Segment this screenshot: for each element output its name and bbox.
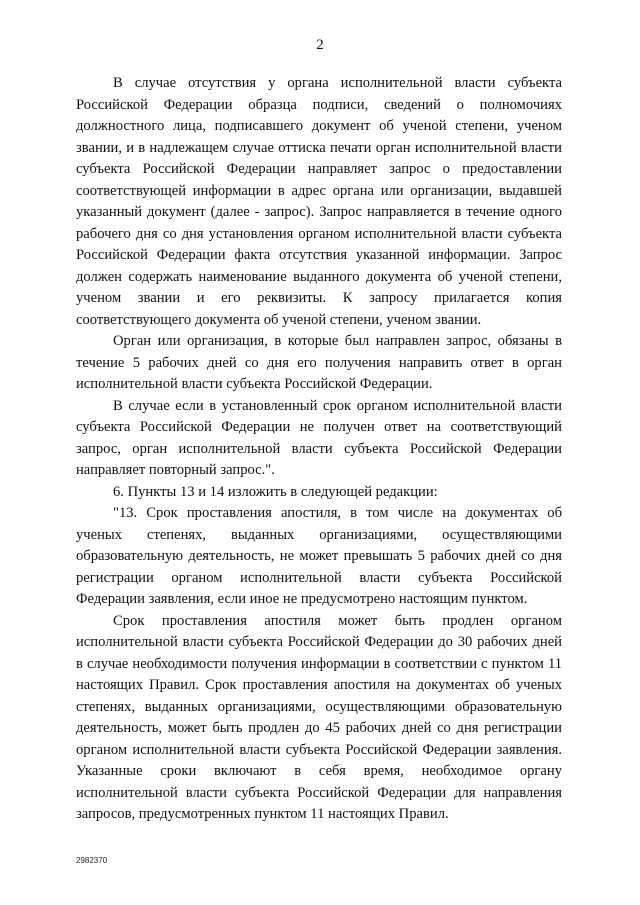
paragraph-item-13: "13. Срок проставления апостиля, в том числе на документах об ученых степенях, выданных организациями, осуществляющими образовательную деятельность, не может превышать 5 рабочих дней со дня регистрации органом исполнительной власти субъекта Российской Федерации заявления, если иное не предусмотрено настоящим пунктом. xyxy=(76,505,562,607)
paragraph-missing-signature-request: В случае отсутствия у органа исполнительной власти субъекта Российской Федерации образца подписи, сведений о полномочиях должностного лица, подписавшего документ об ученой степени, ученом звании, и в надлежащем случае оттиска печати орган исполнительной власти субъекта Российской Федерации направляет запрос о предоставлении соответствующей информации в адрес органа или организации, выдавшей указанный документ (далее - запрос). Запрос направляется в течение одного рабочего дня со дня установления органом исполнительной власти субъекта Российской Федерации факта отсутствия указанной информации. Запрос должен содержать наименование выданного документа об ученой степени, ученом звании и его реквизиты. К запросу прилагается копия соответствующего документа об ученой степени, ученом звании. xyxy=(76,75,562,328)
document-body xyxy=(76,73,562,826)
paragraph-term-extension: Срок проставления апостиля может быть продлен органом исполнительной власти субъекта Российской Федерации до 30 рабочих дней в случае необходимости получения информации в соответствии с пунктом 11 настоящих Правил. Срок проставления апостиля на документах об ученых степенях, выданных организациями, осуществляющими образовательную деятельность, может быть продлен до 45 рабочих дней со дня регистрации органом исполнительной власти субъекта Российской Федерации заявления. Указанные сроки включают в себя время, необходимое органу исполнительной власти субъекта Российской Федерации для направления запросов, предусмотренных пунктом 11 настоящих Правил. xyxy=(76,612,562,822)
paragraph-item-6: 6. Пункты 13 и 14 изложить в следующей редакции: xyxy=(113,483,438,500)
paragraph-response-deadline: Орган или организация, в которые был направлен запрос, обязаны в течение 5 рабочих дней со дня его получения направить ответ в орган исполнительной власти субъекта Российской Федерации. xyxy=(76,333,562,392)
page-number: 2 xyxy=(316,37,324,53)
paragraph-repeat-request: В случае если в установленный срок органом исполнительной власти субъекта Российской Федерации не получен ответ на соответствующий запрос, орган исполнительной власти субъекта Российской Федерации направляет повторный запрос.". xyxy=(76,397,562,478)
document-code: 2982370 xyxy=(76,856,108,865)
